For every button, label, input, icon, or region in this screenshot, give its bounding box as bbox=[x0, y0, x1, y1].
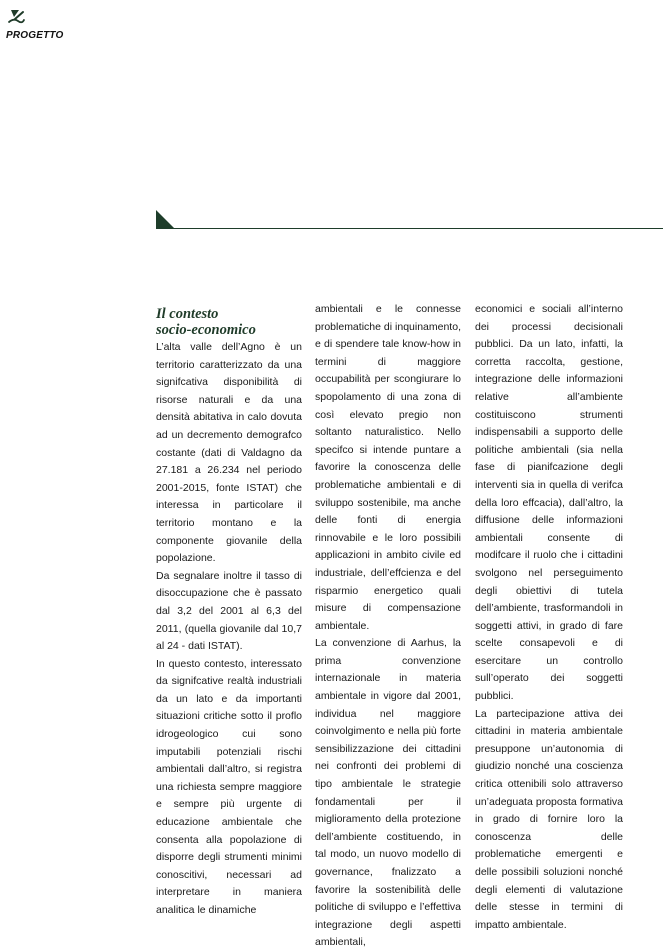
paragraph: La convenzione di Aarhus, la prima convenzione internazionale in materia ambientale in vigore dal 2001, individua nel maggiore coinvolgimento e nella più forte sensibilizzazione dei cittadini nei confronti dei problemi di tipo ambientale le strategie fondamentali per il miglioramento della protezione dell’ambiente costituendo, in tal modo, un nuovo modello di governance, fnalizzato a favorire la sostenibilità delle politiche di sviluppo e l’effettiva integrazione degli aspetti ambientali, bbox=[315, 637, 461, 949]
paragraph: ambientali e le connesse problematiche di inquinamento, e di spendere tale know-how in termini di maggiore occupabilità per scongiurare lo spopolamento di una zona di così elevato pregio non soltanto naturalistico. Nello specifco si intende puntare a favorire la conoscenza delle problematiche ambientali e di sviluppo sostenibile, ma anche delle fonti di energia rinnovabile e le loro possibili applicazioni in ambito civile ed industriale, dell’effcienza e del risparmio energetico quali misure di compensazione ambientale. bbox=[315, 303, 461, 632]
paragraph: Da segnalare inoltre il tasso di disoccupazione che è passato dal 3,2 del 2001 al 6,3 del 2011, (quella giovanile dal 10,7 al 24 - dati ISTAT). bbox=[156, 569, 302, 653]
text-column-1 bbox=[156, 339, 302, 920]
paragraph: economici e sociali all’interno dei processi decisionali pubblici. Da un lato, infatti, la corretta raccolta, gestione, integrazione delle informazioni relative all’ambiente costituiscono strumenti indispensabili a supporto delle politiche ambientali (sia nella fase di pianifcazione degli interventi sia in quella di verifca della loro effcacia), dall’altro, la diffusione delle informazioni ambientali consente di modifcare il ruolo che i cittadini svolgono nel perseguimento degli obiettivi di tutela dell’ambiente, trasformandoli in soggetti attivi, in grado di fare scelte consapevoli e di esercitare un controllo sull’operato dei soggetti pubblici. bbox=[475, 303, 623, 703]
paragraph: In questo contesto, interessato da signifcative realtà industriali da un lato e da importanti situazioni critiche sotto il proflo idrogeologico cui sono imputabili potenziali rischi ambientali dall’altro, si registra una richiesta sempre maggiore e sempre più urgente di educazione ambientale che consenta alla popolazione di disporre degli strumenti minimi conoscitivi, necessari ad interpretare in maniera analitica le dinamiche bbox=[156, 657, 302, 916]
heading-line-2: socio-economico bbox=[156, 322, 256, 338]
pen-logo-icon bbox=[6, 6, 26, 26]
paragraph: La partecipazione attiva dei cittadini in materia ambientale presuppone un’autonomia di giudizio nonché una coscienza critica ottenibili solo attraverso un’adeguata proposta formativa in grado di fornire loro la conoscenza delle problematiche emergenti e delle possibili soluzioni nonché degli elementi di valutazione delle stesse in termini di impatto ambientale. bbox=[475, 707, 623, 931]
text-column-2 bbox=[315, 301, 461, 952]
triangle-marker-icon bbox=[156, 210, 175, 229]
section-divider bbox=[174, 228, 663, 229]
heading-line-1: Il contesto bbox=[156, 306, 219, 322]
article-heading bbox=[156, 306, 306, 338]
section-label: PROGETTO bbox=[6, 30, 64, 41]
paragraph: L’alta valle dell’Agno è un territorio caratterizzato da una signifcativa disponibilità di risorse naturali e da una densità abitativa in calo dovuta ad un decremento demografco costante (dati di Valdagno da 27.181 a 26.234 nel periodo 2001-2015, fonte ISTAT) che interessa in particolare il territorio montano e la componente giovanile della popolazione. bbox=[156, 341, 302, 565]
text-column-3 bbox=[475, 301, 623, 934]
